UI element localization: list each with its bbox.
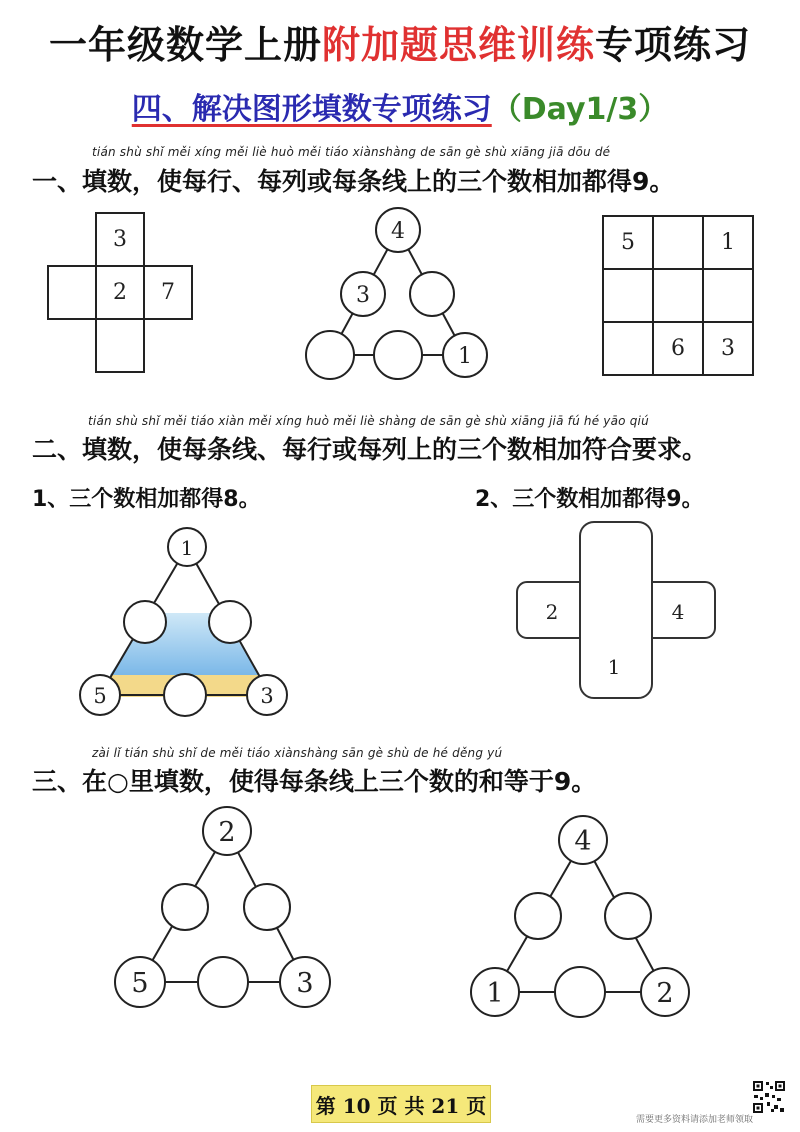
section2-cross <box>512 520 722 702</box>
s3t2-label-top: 4 <box>574 826 592 857</box>
section2-sub2: 2、三个数相加都得9。 <box>475 487 704 512</box>
triangle-label-left: 3 <box>356 283 370 308</box>
page-subtitle <box>0 84 800 128</box>
triangle-label-top: 4 <box>391 219 405 244</box>
cross-cell-mid-left <box>47 265 97 320</box>
section2-triangle <box>75 525 295 725</box>
s3t2-label-bottom-right: 2 <box>656 978 674 1009</box>
grid-r2c2 <box>652 268 704 323</box>
title-highlight: 附加题思维训练 <box>321 23 595 67</box>
subtitle-day: （Day1/3） <box>491 92 669 127</box>
page-title: 一年级数学上册附加题思维训练专项练习 <box>48 23 752 67</box>
s3t1-label-bottom-right: 3 <box>296 968 314 999</box>
qr-code-icon <box>752 1080 786 1114</box>
section3-triangle-1 <box>105 805 345 1025</box>
grid-r3c3: 3 <box>702 321 754 376</box>
triangle-node-bottom-mid <box>374 331 422 379</box>
s3t1-label-bottom-left: 5 <box>131 968 149 999</box>
s2-node-bottom-mid <box>164 674 206 716</box>
cross-cell-top: 3 <box>95 212 145 267</box>
s2-label-bottom-left: 5 <box>93 684 107 708</box>
section2-pinyin: tián shù shǐ měi tiáo xiàn měi xíng huò měi liè shàng de sān gè shù xiāng jiā fú hé yāo qiú <box>88 414 649 428</box>
section1-question: 一、填数，使每行、每列或每条线上的三个数相加都得9。 <box>32 167 675 196</box>
grid-r1c3: 1 <box>702 215 754 270</box>
s2-label-top: 1 <box>180 536 194 560</box>
grid-r1c2 <box>652 215 704 270</box>
grid-r3c2: 6 <box>652 321 704 376</box>
s2-node-left <box>124 601 166 643</box>
s2-node-right <box>209 601 251 643</box>
section1-pinyin: tián shù shǐ měi xíng měi liè huò měi tiáo xiànshàng de sān gè shù xiāng jiā dōu dé <box>92 145 611 159</box>
grid-r1c1: 5 <box>602 215 654 270</box>
section3-pinyin: zài lǐ tián shù shǐ de měi tiáo xiànshàng sān gè shù de hé děng yú <box>92 746 503 760</box>
triangle-node-right <box>410 272 454 316</box>
subtitle-main: 四、解决图形填数专项练习 <box>131 92 492 127</box>
triangle-label-bottom-right: 1 <box>458 344 472 369</box>
section3-triangle-2 <box>460 810 700 1030</box>
grid-r3c1 <box>602 321 654 376</box>
watermark-text: 需要更多资料请添加老师领取 <box>636 1115 754 1125</box>
section2-question: 二、填数，使每条线、每行或每列上的三个数相加符合要求。 <box>32 435 708 464</box>
s2-cross-label-bottom: 1 <box>607 655 621 679</box>
cross-cell-mid-right: 7 <box>143 265 193 320</box>
section2-sub1: 1、三个数相加都得8。 <box>32 487 261 512</box>
page-number-badge: 第 10 页 共 21 页 <box>311 1085 491 1123</box>
section1-triangle <box>295 200 495 390</box>
s3t2-label-bottom-left: 1 <box>486 978 504 1009</box>
s2-cross-label-right: 4 <box>671 600 685 624</box>
grid-r2c1 <box>602 268 654 323</box>
triangle-node-bottom-left <box>306 331 354 379</box>
cross-cell-mid-center: 2 <box>95 265 145 320</box>
grid-r2c3 <box>702 268 754 323</box>
s3t1-label-top: 2 <box>218 817 236 848</box>
section3-question: 三、在○里填数，使得每条线上三个数的和等于9。 <box>32 767 597 796</box>
s2-label-bottom-right: 3 <box>260 684 274 708</box>
s2-cross-label-left: 2 <box>545 600 559 624</box>
cross-cell-bottom <box>95 318 145 373</box>
